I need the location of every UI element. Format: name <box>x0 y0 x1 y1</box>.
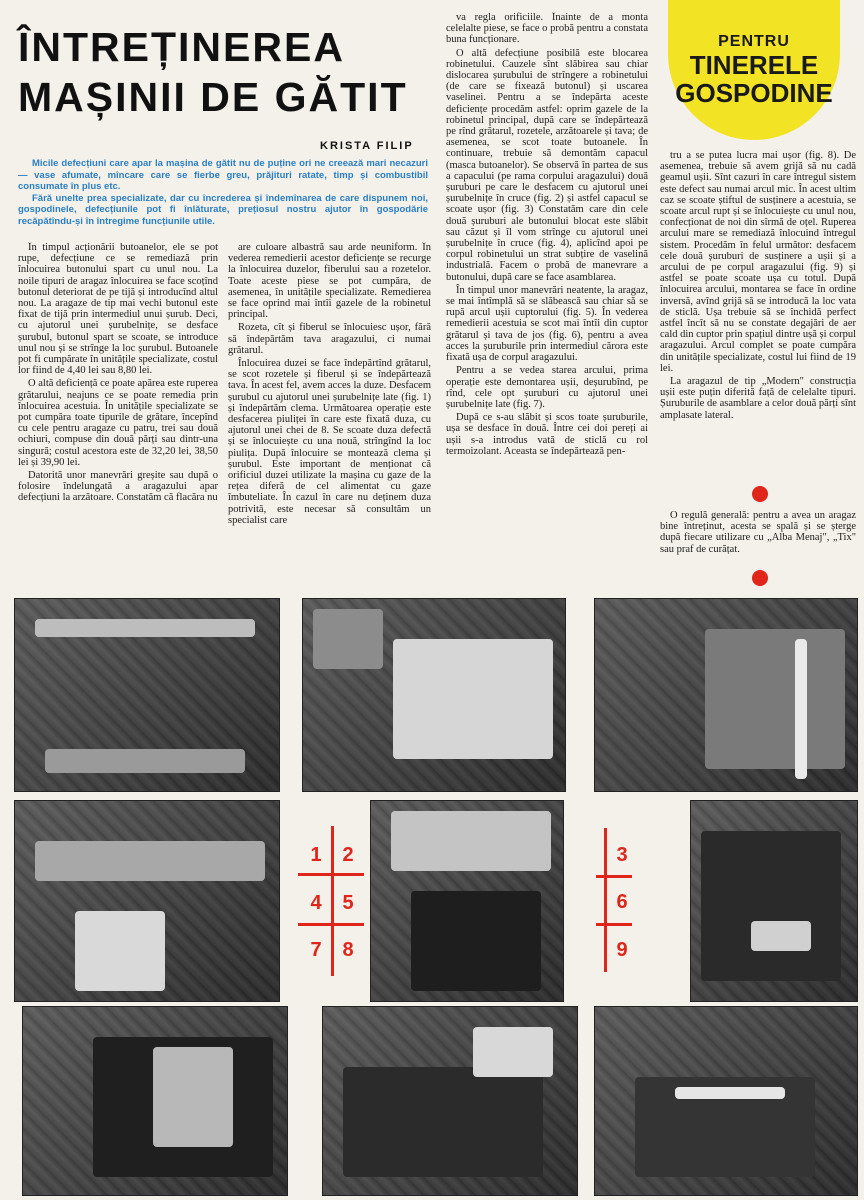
author-byline: KRISTA FILIP <box>320 140 414 152</box>
col1-p3: Datorită unor manevrări greșite sau după o folosire îndelungată a aragazului apar defecțiuni la arzătoare. Constatăm că flacăra nu <box>18 470 218 504</box>
legend-num-1: 1 <box>310 844 322 866</box>
photo-fig-8 <box>322 1006 578 1196</box>
legend-num-6: 6 <box>616 891 628 913</box>
photo-fig-5 <box>370 800 564 1002</box>
section-badge <box>668 0 840 140</box>
article-title <box>18 22 438 122</box>
red-bullet-2 <box>752 570 768 586</box>
col3-p2: O altă defecțiune posibilă este blocarea robinetului. Cauzele sînt slăbirea sau chiar dislocarea șurubului de strîngere a robinetului (de care se fixează butonul) și uscarea vaselinei. Pentru a se îndepărta aceste deficiențe procedăm astfel: oprim gazele de la robinetul principal, după care se îndepărtează pe rînd grătarul, rozetele, arzătoarele și tava; de asemenea, se scot toate butoanele. În continuare, trebuie să demontăm capacul (masca butoanelor). Se observă în partea de sus a capacului (pe rama corpului aragazului) două șuruburi pe care le desfacem cu ajutorul unei șurubelnițe în cruce (fig. 2) și astfel capacul se scoate ușor (fig. 3) Constatăm care din cele două șuruburi ale butonului blocat este slăbit sau căzut și îl vom strînge cu ajutorul unei șurubelnițe în cruce (fig. 4), aplicînd apoi pe corpul robinetului un strat subțire de vaselină industrială. Facem o probă de manevrare a butonului, după care se face asamblarea. <box>446 47 648 283</box>
legend-left-vline <box>331 826 334 976</box>
badge-line-1: PENTRU <box>718 33 790 50</box>
legend-right-hline-2 <box>596 923 632 926</box>
col3-p1: va regla orificiile. Înainte de a monta celelalte piese, se face o probă pentru a constata buna funcționare. <box>446 12 648 46</box>
photo-fig-2 <box>302 598 566 792</box>
legend-left-hline-2 <box>298 923 364 926</box>
col3-p4: Pentru a se vedea starea arcului, prima operație este demontarea ușii, deșurubînd, pe rînd, cele opt șuruburi cu ajutorul unei șurubelnițe late (fig. 7). <box>446 365 648 410</box>
badge-line-3: GOSPODINE <box>675 78 833 108</box>
figure-legend-left <box>298 826 368 976</box>
photo-fig-4 <box>14 800 280 1002</box>
figure-legend-right <box>596 828 636 972</box>
photo-fig-6 <box>690 800 858 1002</box>
col2-p1: are culoare albastră sau arde neuniform. În vederea remedierii acestor deficiențe se recurge la înlocuirea duzelor, fiberului sau a rozetelor. Toate aceste piese se pot cumpăra, de asemenea, în unitățile specializate. Remedierea se face oprind mai întîi gazele de la robinetul principal. <box>228 242 431 321</box>
legend-num-2: 2 <box>342 844 354 866</box>
title-line-1: ÎNTREȚINEREA <box>18 24 345 70</box>
lead-p2: Fără unelte prea specializate, dar cu încrederea și îndemînarea de care dispunem noi, gospodinele, defecțiunile pot fi înlăturate, prețiosul nostru ajutor în gospodărie recăpătîndu-și în întregime funcțiunile utile. <box>18 192 428 227</box>
col4-p1: tru a se putea lucra mai ușor (fig. 8). De asemenea, trebuie să avem grijă să nu cadă geamul ușii. Sînt cazuri în care întregul sistem este defect sau numai arcul mic. În acest ultim caz se scoate știftul de susținere a acestuia, se scoate arcul rupt și se înlocuiește cu unul nou, confecționat de noi din sîrmă de oțel. Ruperea arcului mare se remediază înlocuind întregul sistem. Procedăm în felul următor: desfacem cele două șuruburi de susținere a ușii și a arcului de pe corpul aragazului (fig. 9) și astfel se poate scoate ușa cu totul. După înlocuirea arcului, montarea se face în ordine inversă, avînd grijă să se introducă la loc vata de sticlă. Ușa trebuie să se închidă perfect astfel încît să nu se constate degajări de aer cald din cuptor prin spațiul dintre ușă și corpul aragazului. Arcul complet se poate cumpăra din unitățile specializate, costul lui fiind de 19 lei. <box>660 150 856 374</box>
text-column-3 <box>446 12 648 590</box>
col1-p1: În timpul acționării butoanelor, ele se pot rupe, defecțiune ce se remediază prin înlocuirea butonului spart cu unul nou. La noile tipuri de aragaz înlocuirea se face scoțînd butonul deteriorat de pe tijă și introducînd altul nou. La aragaze de tip mai vechi butonul este fixat de tijă prin intermediul unui șurub. Deci, cu ajutorul unei șurubelnițe, se desface șurubul, butonul spart se scoate, se introduce unul nou și se strînge la loc șurubul. Butoanele pot fi cumpărate în unitățile specializate, costul lor fiind de 4,40 lei sau 8,80 lei. <box>18 242 218 377</box>
legend-num-3: 3 <box>616 844 628 866</box>
text-column-4 <box>660 150 856 460</box>
col3-p5: După ce s-au slăbit și scos toate șuruburile, ușa se desface în două. Între cei doi pereți ai ușii s-a introdus vată de sticlă cu rol termoizolant. Aceasta se îndepărtează pen- <box>446 412 648 457</box>
legend-num-7: 7 <box>310 939 322 961</box>
col4-p2: La aragazul de tip „Modern" construcția ușii este puțin diferită față de celelalte tipuri. Șuruburile de asamblare a celor două părți sînt amplasate lateral. <box>660 376 856 421</box>
col2-p2: Rozeta, cît și fiberul se înlocuiesc ușor, fără să îndepărtăm tava aragazului, ci numai grătarul. <box>228 322 431 356</box>
legend-left-hline-1 <box>298 873 364 876</box>
legend-num-5: 5 <box>342 892 354 914</box>
lead-paragraph <box>18 158 428 227</box>
col1-p2: O altă deficiență ce poate apărea este ruperea grătarului, neajuns ce se poate remedia prin înlocuirea acestuia. În unitățile specializate se pot cumpăra toate tipurile de grătare, începînd cu cele pentru aragaze cu patru, trei sau două ochiuri, compuse din două părți sau dintr-una singură; costul acestora este de 32,20 lei, 38,50 lei și 39,90 lei. <box>18 378 218 468</box>
legend-num-4: 4 <box>310 892 322 914</box>
text-column-2 <box>228 242 431 590</box>
red-bullet-1 <box>752 486 768 502</box>
badge-line-2: TINERELE <box>689 50 819 80</box>
legend-right-vline <box>604 828 607 972</box>
legend-num-9: 9 <box>616 939 628 961</box>
title-line-2: MAȘINII DE GĂTIT <box>18 74 408 120</box>
text-column-1 <box>18 242 218 590</box>
photo-fig-9 <box>594 1006 858 1196</box>
photo-fig-7 <box>22 1006 288 1196</box>
col3-p3: În timpul unor manevrări neatente, la aragaz, se mai întîmplă să se slăbească sau chiar să se rupă arcul ușii cuptorului (fig. 5). În vederea remedierii acestuia se scot mai întîi din cuptor grătarul și tava de jos (fig. 6), pentru a avea acces la șuruburile prin intermediul cărora este fixată ușa de corpul aragazului. <box>446 284 648 364</box>
col5-p1: O regulă generală: pentru a avea un aragaz bine întreținut, acesta se spală și se șterge după fiecare utilizare cu „Alba Menaj", „Tix" sau praf de curățat. <box>660 510 856 555</box>
legend-right-hline-1 <box>596 875 632 878</box>
col2-p3: Înlocuirea duzei se face îndepărtînd grătarul, se scot rozetele și fiberul și se îndepărtează tava. În acest fel, avem acces la duze. Desfacem șurubul cu ajutorul unei șurubelnițe late (fig. 1) și îndepărtăm clema. Următoarea operație este desfacerea piuliței în care este fixată duza, cu ajutorul unei chei de 8. Se scoate duza defectă și se înlocuiește cu una nouă, strîngînd la loc piulița. După înlocuire se montează clema și șurubul. Este important de menționat că orificiul duzei utilizate la mașina cu gaze de la rețea diferă de cel alimentat cu gaze îmbuteliate. În cazul în care nu deținem duza potrivită, este necesar să consultăm un specialist care <box>228 358 431 526</box>
lead-p1: Micile defecțiuni care apar la mașina de gătit nu de puține ori ne creează mari necazuri — vase afumate, mîncare care se fierbe greu, prăjituri ratate, timp și combustibil consumate în plus etc. <box>18 158 428 192</box>
legend-num-8: 8 <box>342 939 354 961</box>
photo-fig-3 <box>594 598 858 792</box>
photo-fig-1 <box>14 598 280 792</box>
